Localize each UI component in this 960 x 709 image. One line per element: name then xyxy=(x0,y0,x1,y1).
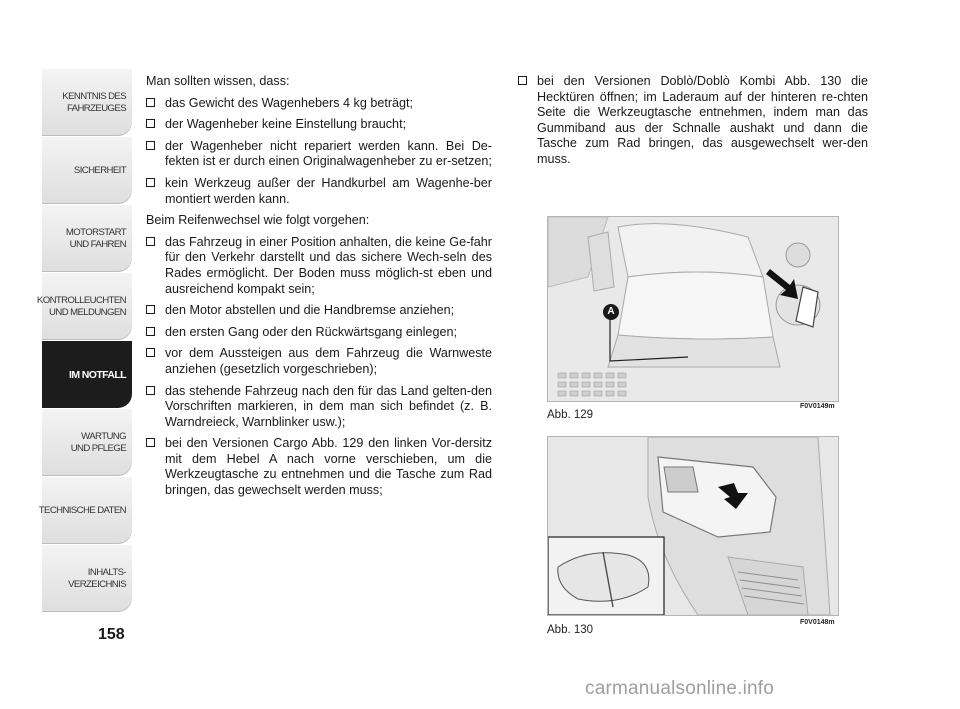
tab-label: VERZEICHNIS xyxy=(68,578,126,590)
list-item: den ersten Gang oder den Rückwärtsgang einlegen; xyxy=(146,325,492,341)
label-a-marker: A xyxy=(603,304,619,320)
tab-motorstart[interactable] xyxy=(42,205,132,272)
watermark-text: carmanualsonline.info xyxy=(585,678,775,699)
figure-abb-130 xyxy=(547,436,839,616)
tab-technische-daten[interactable] xyxy=(38,477,132,544)
seat-illustration xyxy=(548,217,838,401)
tab-kontrolleuchten[interactable] xyxy=(36,273,132,340)
checkbox-bullet-icon xyxy=(146,98,155,107)
intro-text: Man sollten wissen, dass: xyxy=(146,74,290,88)
list-item: bei den Versionen Doblò/Doblò Kombi Abb. 130 die Hecktüren öffnen; im Laderaum auf der hinteren re-chten Seite die Werkzeugtasche entnehmen, indem man das Gummiband aus der Schnalle aushakt und dann die Tasche zum Rad bringen, das ausgewechselt wer-den muss. xyxy=(518,74,868,168)
tab-label: TECHNISCHE DATEN xyxy=(38,504,126,516)
tab-label: FAHRZEUGES xyxy=(66,102,126,114)
figure-abb-129 xyxy=(547,216,839,402)
tab-im-notfall[interactable] xyxy=(42,341,132,408)
tab-label: WARTUNG xyxy=(81,430,126,442)
list-item: der Wagenheber keine Einstellung braucht; xyxy=(146,117,492,133)
checkbox-bullet-icon xyxy=(146,141,155,150)
tab-label: UND MELDUNGEN xyxy=(49,306,126,318)
list-item: das Gewicht des Wagenhebers 4 kg beträgt; xyxy=(146,96,492,112)
checkbox-bullet-icon xyxy=(146,237,155,246)
page-number: 158 xyxy=(98,626,125,643)
figure-caption: Abb. 129 xyxy=(547,409,594,421)
tab-wartung[interactable] xyxy=(42,409,132,476)
tab-label: INHALTS- xyxy=(87,566,126,578)
tab-inhaltsverzeichnis[interactable] xyxy=(42,545,132,612)
list-item: bei den Versionen Cargo Abb. 129 den linken Vor-dersitz mit dem Hebel A nach vorne verschieben, um die Werkzeugtasche zu entnehmen und die Tasche zum Rad bringen, das gewechselt werden muss; xyxy=(146,436,492,498)
list-item: das Fahrzeug in einer Position anhalten, die keine Ge-fahr für den Verkehr darstellt und das sichere Wech-seln des Rades ermöglicht. Der Boden muss möglich-st eben und ausreichend kompakt sein; xyxy=(146,235,492,297)
tab-label: MOTORSTART xyxy=(65,226,126,238)
tab-kenntnis-des-fahrzeuges[interactable] xyxy=(42,69,132,136)
list-item: der Wagenheber nicht repariert werden kann. Bei De-fekten ist er durch einen Originalwagenheber zu er-setzen; xyxy=(146,139,492,170)
checkbox-bullet-icon xyxy=(146,348,155,357)
cargo-illustration xyxy=(548,437,838,615)
checkbox-bullet-icon xyxy=(146,438,155,447)
checkbox-bullet-icon xyxy=(146,386,155,395)
tab-sicherheit[interactable] xyxy=(42,137,132,204)
tab-label: KONTROLLEUCHTEN xyxy=(36,294,126,306)
checkbox-bullet-icon xyxy=(146,178,155,187)
figure-caption: Abb. 130 xyxy=(547,624,594,636)
tab-label: IM NOTFALL xyxy=(69,368,126,381)
tab-label: UND PFLEGE xyxy=(70,442,126,454)
list-item: kein Werkzeug außer der Handkurbel am Wagenhe-ber montiert werden kann. xyxy=(146,176,492,207)
figure-code: F0V0148m xyxy=(800,619,835,626)
list-item: das stehende Fahrzeug nach den für das Land gelten-den Vorschriften markieren, in dem man sich befindet (z. B. Warndreieck, Warnblinker usw.); xyxy=(146,384,492,431)
list-item: vor dem Aussteigen aus dem Fahrzeug die Warnweste anziehen (gesetzlich vorgeschrieben); xyxy=(146,346,492,377)
list-item: den Motor abstellen und die Handbremse anziehen; xyxy=(146,303,492,319)
checkbox-bullet-icon xyxy=(146,119,155,128)
checkbox-bullet-icon xyxy=(146,305,155,314)
procedure-intro: Beim Reifenwechsel wie folgt vorgehen: xyxy=(146,213,370,228)
left-text-column xyxy=(146,74,492,505)
checkbox-bullet-icon xyxy=(146,327,155,336)
tab-label: SICHERHEIT xyxy=(73,164,126,176)
tab-label: UND FAHREN xyxy=(69,238,126,250)
figure-code: F0V0149m xyxy=(800,403,835,410)
tab-label: KENNTNIS DES xyxy=(62,90,126,102)
right-text-column xyxy=(518,74,868,174)
checkbox-bullet-icon xyxy=(518,76,527,85)
